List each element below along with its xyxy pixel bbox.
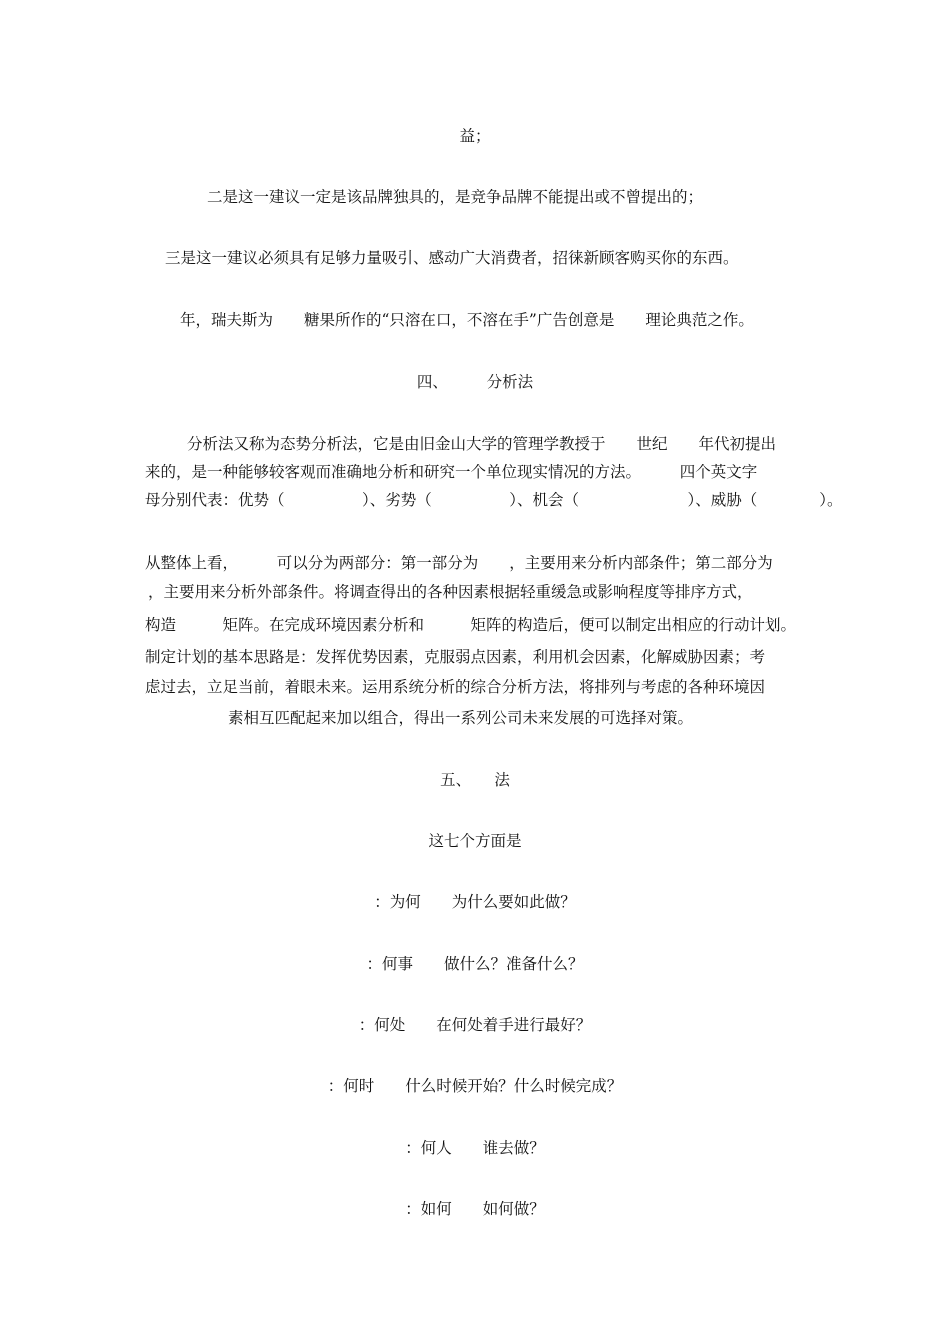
paragraph-line: 构造 矩阵。在完成环境因素分析和 矩阵的构造后，便可以制定出相应的行动计划。 [145, 616, 797, 634]
section-heading-four: 四、 分析法 [416, 373, 534, 391]
paragraph-line: 从整体上看， 可以分为两部分：第一部分为 ，主要用来分析内部条件；第二部分为 [145, 554, 773, 572]
paragraph-line: 来的，是一种能够较客观而准确地分析和研究一个单位现实情况的方法。 四个英文字 [145, 463, 758, 481]
paragraph-line: 母分别代表：优势（ ）、劣势（ ）、机会（ ）、威胁（ ）。 [145, 491, 843, 509]
paragraph-line: 制定计划的基本思路是：发挥优势因素，克服弱点因素，利用机会因素，化解威胁因素；考 [145, 648, 766, 666]
text-line-yi: 益； [459, 127, 491, 145]
text-line-point-three: 三是这一建议必须具有足够力量吸引、感动广大消费者，招徕新顾客购买你的东西。 [165, 249, 739, 267]
section-heading-five: 五、 法 [440, 771, 510, 789]
text-line-point-two: 二是这一建议一定是该品牌独具的，是竞争品牌不能提出或不曾提出的； [207, 188, 704, 206]
paragraph-line: ，主要用来分析外部条件。将调查得出的各种因素根据轻重缓急或影响程度等排序方式， [148, 583, 753, 601]
list-item-what: ：何事 做什么？准备什么？ [366, 955, 584, 973]
text-line-rosser-reeves: 年，瑞夫斯为 糖果所作的“只溶在口，不溶在手”广告创意是 理论典范之作。 [180, 311, 754, 329]
list-item-how: ：如何 如何做？ [405, 1200, 545, 1218]
paragraph-line: 分析法又称为态势分析法，它是由旧金山大学的管理学教授于 世纪 年代初提出 [187, 435, 777, 453]
list-item-why: ：为何 为什么要如此做？ [374, 893, 576, 911]
paragraph-line: 素相互匹配起来加以组合，得出一系列公司未来发展的可选择对策。 [228, 709, 694, 727]
paragraph-line: 虑过去，立足当前，着眼未来。运用系统分析的综合分析方法，将排列与考虑的各种环境因 [145, 678, 766, 696]
text-line-seven-aspects: 这七个方面是 [428, 832, 522, 850]
list-item-when: ：何时 什么时候开始？什么时候完成？ [327, 1077, 623, 1095]
list-item-who: ：何人 谁去做？ [405, 1139, 545, 1157]
list-item-where: ：何处 在何处着手进行最好？ [358, 1016, 592, 1034]
